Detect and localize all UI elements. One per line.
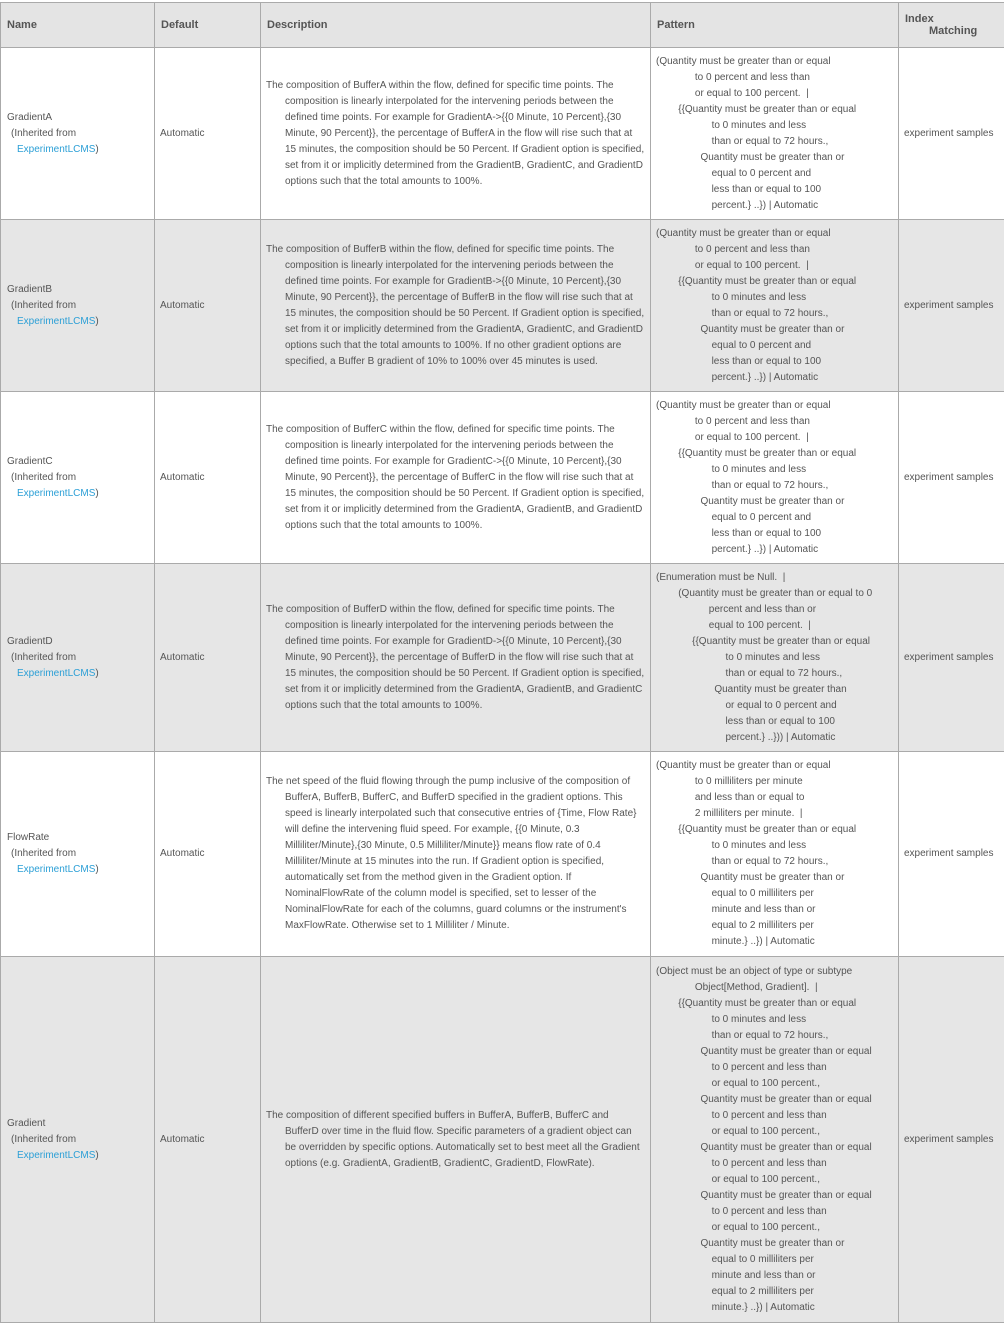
- pattern-line: less than or equal to 100: [656, 183, 822, 195]
- option-description: The composition of BufferA within the flow, defined for specific time points. The composition is linearly interpolated for the intervening periods between the defined time points. For example for GradientA->{{0 Minute, 10 Percent},{30 Minute, 90 Percent}}, the percentage of BufferA in the flow will rise such that at 15 minutes, the composition should be 50 Percent. If Gradient option is specified, set from it or implicitly determined from the GradientB, GradientC, and GradientD options such that the total amounts to 100%.: [266, 79, 645, 187]
- header-index-line1: Index: [905, 13, 934, 25]
- inherited-from-label: (Inherited from: [11, 471, 77, 483]
- inherited-from-suffix: ): [95, 315, 99, 327]
- pattern-line: {{Quantity must be greater than or equal: [656, 447, 857, 459]
- pattern-line: (Quantity must be greater than or equal: [656, 55, 831, 67]
- pattern-line: (Quantity must be greater than or equal to 0: [656, 587, 873, 599]
- experiment-lcms-link[interactable]: ExperimentLCMS: [17, 143, 96, 155]
- inherited-from-label: (Inherited from: [11, 127, 77, 139]
- option-index-matching: experiment samples: [899, 220, 1004, 392]
- pattern-line: Object[Method, Gradient]. |: [656, 981, 818, 993]
- pattern-line: {{Quantity must be greater than or equal: [656, 275, 857, 287]
- pattern-line: to 0 minutes and less: [656, 840, 807, 851]
- pattern-line: minute and less than or: [656, 904, 816, 915]
- option-pattern: [651, 220, 899, 392]
- option-pattern: [651, 752, 899, 957]
- option-name-cell: [1, 752, 155, 957]
- pattern-line: Quantity must be greater than or equal: [656, 1045, 872, 1057]
- inherited-from-label: (Inherited from: [11, 299, 77, 311]
- pattern-line: equal to 2 milliliters per: [656, 920, 814, 931]
- pattern-line: than or equal to 72 hours.,: [656, 307, 829, 319]
- pattern-line: to 0 percent and less than: [656, 415, 810, 427]
- option-index-matching: experiment samples: [899, 48, 1004, 220]
- pattern-line: (Quantity must be greater than or equal: [656, 760, 831, 771]
- pattern-line: to 0 milliliters per minute: [656, 776, 803, 787]
- pattern-line: {{Quantity must be greater than or equal: [656, 103, 857, 115]
- option-description: The composition of BufferC within the flow, defined for specific time points. The composition is linearly interpolated for the intervening periods between the defined time points. For example for GradientC->{{0 Minute, 10 Percent},{30 Minute, 90 Percent}}, the percentage of BufferC in the flow will rise such that at 15 minutes, the composition should be 50 Percent. If Gradient option is specified, set from it or implicitly determined from the GradientA, GradientB, and GradientD options such that the total amounts to 100%.: [266, 423, 645, 531]
- option-description-cell: [261, 392, 651, 564]
- inherited-from-label: (Inherited from: [11, 1133, 77, 1145]
- pattern-line: equal to 0 percent and: [656, 339, 812, 351]
- pattern-line: or equal to 100 percent. |: [656, 87, 809, 99]
- options-table: [0, 2, 1004, 1323]
- header-row: [1, 3, 1004, 48]
- option-description: The composition of BufferB within the flow, defined for specific time points. The composition is linearly interpolated for the intervening periods between the defined time points. For example for GradientB->{{0 Minute, 10 Percent},{30 Minute, 90 Percent}}, the percentage of BufferB in the flow will rise such that at 15 minutes, the composition should be 50 Percent. If Gradient option is specified, set from it or implicitly determined from the GradientA, GradientC, and GradientD options such that the total amounts to 100%. If no other gradient options are specified, a Buffer B gradient of 10% to 100% over 45 minutes is used.: [266, 243, 645, 367]
- pattern-line: to 0 minutes and less: [656, 463, 807, 475]
- option-description-cell: [261, 752, 651, 957]
- pattern-line: to 0 percent and less than: [656, 1061, 827, 1073]
- pattern-line: Quantity must be greater than or: [656, 1237, 845, 1249]
- pattern-line: to 0 minutes and less: [656, 1013, 807, 1025]
- inherited-from-suffix: ): [95, 667, 99, 679]
- pattern-line: equal to 0 percent and: [656, 167, 812, 179]
- pattern-line: minute.} ..}) | Automatic: [656, 936, 815, 947]
- pattern-line: and less than or equal to: [656, 792, 805, 803]
- option-name-cell: [1, 392, 155, 564]
- option-name: GradientB: [7, 283, 53, 295]
- inherited-from-wrapper: [7, 666, 149, 682]
- option-name-cell: [1, 220, 155, 392]
- option-default: Automatic: [155, 564, 261, 752]
- option-pattern: [651, 564, 899, 752]
- experiment-lcms-link[interactable]: ExperimentLCMS: [17, 667, 96, 679]
- pattern-line: percent.} ..}) | Automatic: [656, 543, 819, 555]
- option-default: Automatic: [155, 752, 261, 957]
- option-name-cell: [1, 564, 155, 752]
- pattern-line: to 0 minutes and less: [656, 119, 807, 131]
- option-default: Automatic: [155, 392, 261, 564]
- pattern-line: or equal to 0 percent and: [656, 699, 837, 711]
- pattern-line: to 0 minutes and less: [656, 651, 820, 663]
- table-row: [1, 564, 1004, 752]
- table-body: [1, 48, 1004, 1323]
- table-row: [1, 220, 1004, 392]
- pattern-line: less than or equal to 100: [656, 355, 822, 367]
- option-name: Gradient: [7, 1117, 46, 1129]
- pattern-line: than or equal to 72 hours.,: [656, 667, 843, 679]
- pattern-line: than or equal to 72 hours.,: [656, 135, 829, 147]
- pattern-line: equal to 0 milliliters per: [656, 888, 814, 899]
- option-name-cell: [1, 48, 155, 220]
- pattern-line: Quantity must be greater than or equal: [656, 1189, 872, 1201]
- header-index-matching: [899, 3, 1004, 48]
- pattern-line: or equal to 100 percent. |: [656, 259, 809, 271]
- table-row: [1, 48, 1004, 220]
- pattern-line: equal to 0 percent and: [656, 511, 812, 523]
- option-index-matching: experiment samples: [899, 752, 1004, 957]
- option-description-cell: [261, 48, 651, 220]
- inherited-from-suffix: ): [95, 143, 99, 155]
- option-default: Automatic: [155, 48, 261, 220]
- option-description: The composition of BufferD within the flow, defined for specific time points. The composition is linearly interpolated for the intervening periods between the defined time points. For example for GradientD->{{0 Minute, 10 Percent},{30 Minute, 90 Percent}}, the percentage of BufferD in the flow will rise such that at 15 minutes, the composition should be 50 Percent. If Gradient option is specified, set from it or implicitly determined from the GradientA, GradientB, and GradientC options such that the total amounts to 100%.: [266, 603, 645, 711]
- pattern-line: Quantity must be greater than: [656, 683, 847, 695]
- inherited-from-label: (Inherited from: [11, 848, 77, 859]
- header-description: Description: [261, 3, 651, 48]
- pattern-line: minute and less than or: [656, 1269, 816, 1281]
- pattern-line: (Quantity must be greater than or equal: [656, 227, 831, 239]
- pattern-line: Quantity must be greater than or equal: [656, 1141, 872, 1153]
- pattern-line: Quantity must be greater than or equal: [656, 1093, 872, 1105]
- header-pattern: Pattern: [651, 3, 899, 48]
- experiment-lcms-link[interactable]: ExperimentLCMS: [17, 1149, 96, 1161]
- pattern-line: percent.} ..})) | Automatic: [656, 731, 836, 743]
- option-description: The composition of different specified buffers in BufferA, BufferB, BufferC and BufferD over time in the fluid flow. Specific parameters of a gradient object can be overridden by specific options. Automatically set to best meet all the Gradient options (e.g. GradientA, GradientB, GradientC, GradientD, FlowRate).: [266, 1109, 640, 1169]
- pattern-line: Quantity must be greater than or: [656, 495, 845, 507]
- pattern-line: percent and less than or: [656, 603, 817, 615]
- pattern-line: 2 milliliters per minute. |: [656, 808, 803, 819]
- inherited-from-wrapper: [7, 314, 149, 330]
- pattern-line: to 0 percent and less than: [656, 1109, 827, 1121]
- pattern-line: Quantity must be greater than or: [656, 872, 845, 883]
- option-description-cell: [261, 564, 651, 752]
- option-name-cell: [1, 957, 155, 1323]
- pattern-line: Quantity must be greater than or: [656, 323, 845, 335]
- pattern-line: (Enumeration must be Null. |: [656, 571, 786, 583]
- option-pattern: [651, 48, 899, 220]
- table-row: [1, 752, 1004, 957]
- option-name: GradientD: [7, 635, 53, 647]
- header-default: Default: [155, 3, 261, 48]
- option-name: GradientC: [7, 455, 53, 467]
- pattern-line: {{Quantity must be greater than or equal: [656, 997, 857, 1009]
- header-index-line2: Matching: [929, 25, 978, 37]
- option-description-cell: [261, 957, 651, 1323]
- pattern-line: to 0 percent and less than: [656, 71, 810, 83]
- pattern-line: percent.} ..}) | Automatic: [656, 371, 819, 383]
- pattern-line: less than or equal to 100: [656, 715, 835, 727]
- option-name: GradientA: [7, 111, 53, 123]
- option-pattern: [651, 957, 899, 1323]
- pattern-line: to 0 percent and less than: [656, 1205, 827, 1217]
- pattern-line: (Quantity must be greater than or equal: [656, 399, 831, 411]
- pattern-line: than or equal to 72 hours.,: [656, 479, 829, 491]
- option-default: Automatic: [155, 220, 261, 392]
- pattern-line: or equal to 100 percent.,: [656, 1173, 820, 1185]
- pattern-line: than or equal to 72 hours.,: [656, 1029, 829, 1041]
- pattern-line: equal to 100 percent. |: [656, 619, 811, 631]
- pattern-line: Quantity must be greater than or: [656, 151, 845, 163]
- pattern-line: to 0 minutes and less: [656, 291, 807, 303]
- option-index-matching: experiment samples: [899, 392, 1004, 564]
- pattern-line: equal to 2 milliliters per: [656, 1285, 814, 1297]
- pattern-line: {{Quantity must be greater than or equal: [656, 635, 871, 647]
- pattern-line: {{Quantity must be greater than or equal: [656, 824, 857, 835]
- option-pattern: [651, 392, 899, 564]
- option-index-matching: experiment samples: [899, 564, 1004, 752]
- pattern-line: or equal to 100 percent.,: [656, 1125, 820, 1137]
- inherited-from-suffix: ): [95, 864, 99, 875]
- option-description: The net speed of the fluid flowing through the pump inclusive of the composition of BufferA, BufferB, BufferC, and BufferD specified in the gradient options. This speed is linearly interpolated such that consecutive entries of {Time, Flow Rate} will define the intervening fluid speed. For example, {{0 Minute, 0.3 Milliliter/Minute},{30 Minute, 0.5 Milliliter/Minute}} means flow rate of 0.4 Milliliter/Minute at 15 minutes into the run. If Gradient option is specified, automatically set from the method given in the Gradient option. If NominalFlowRate of the column model is specified, set to lesser of the NominalFlowRate for each of the columns, guard columns or the instrument's MaxFlowRate. Otherwise set to 1 Milliliter / Minute.: [266, 776, 637, 931]
- pattern-line: or equal to 100 percent. |: [656, 431, 809, 443]
- pattern-line: to 0 percent and less than: [656, 243, 810, 255]
- option-description-cell: [261, 220, 651, 392]
- pattern-line: (Object must be an object of type or subtype: [656, 965, 853, 977]
- pattern-line: equal to 0 milliliters per: [656, 1253, 814, 1265]
- pattern-line: less than or equal to 100: [656, 527, 822, 539]
- inherited-from-wrapper: [7, 862, 149, 878]
- pattern-line: or equal to 100 percent.,: [656, 1077, 820, 1089]
- pattern-line: or equal to 100 percent.,: [656, 1221, 820, 1233]
- pattern-line: to 0 percent and less than: [656, 1157, 827, 1169]
- experiment-lcms-link[interactable]: ExperimentLCMS: [17, 315, 96, 327]
- pattern-line: than or equal to 72 hours.,: [656, 856, 829, 867]
- inherited-from-wrapper: [7, 142, 149, 158]
- inherited-from-label: (Inherited from: [11, 651, 77, 663]
- pattern-line: percent.} ..}) | Automatic: [656, 199, 819, 211]
- experiment-lcms-link[interactable]: ExperimentLCMS: [17, 487, 96, 499]
- inherited-from-suffix: ): [95, 487, 99, 499]
- inherited-from-wrapper: [7, 486, 149, 502]
- option-default: Automatic: [155, 957, 261, 1323]
- table-row: [1, 957, 1004, 1323]
- inherited-from-wrapper: [7, 1148, 149, 1164]
- table-row: [1, 392, 1004, 564]
- option-index-matching: experiment samples: [899, 957, 1004, 1323]
- experiment-lcms-link[interactable]: ExperimentLCMS: [17, 864, 96, 875]
- pattern-line: minute.} ..}) | Automatic: [656, 1301, 815, 1313]
- inherited-from-suffix: ): [95, 1149, 99, 1161]
- option-name: FlowRate: [7, 832, 50, 843]
- header-name: Name: [1, 3, 155, 48]
